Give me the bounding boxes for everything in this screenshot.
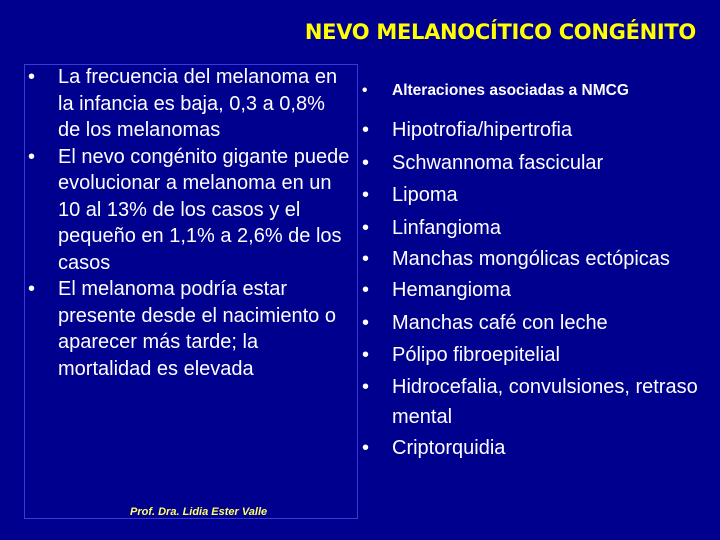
list-item-text: Linfangioma (392, 216, 501, 239)
left-bullet-list (28, 64, 350, 382)
list-item-text: El melanoma podría estar presente desde el nacimiento o aparecer más tarde; la mortalidad es elevada (58, 278, 336, 380)
list-item-text: Hipotrofia/hipertrofia (392, 119, 573, 141)
list-item-text: Lipoma (392, 184, 458, 206)
bullet-icon: • (362, 216, 370, 239)
bullet-icon: • (362, 375, 370, 398)
bullet-icon: • (28, 278, 36, 300)
slide-title: NEVO MELANOCÍTICO CONGÉNITO (304, 20, 696, 44)
list-item (28, 276, 350, 382)
right-list-heading (362, 82, 629, 100)
list-item-text: Hemangioma (392, 279, 511, 301)
list-item-text: La frecuencia del melanoma en la infancia es baja, 0,3 a 0,8% de los melanomas (58, 66, 338, 141)
list-item (362, 307, 712, 340)
bullet-icon: • (362, 344, 370, 366)
bullet-icon: • (362, 184, 370, 206)
list-item (362, 147, 712, 180)
list-item (362, 212, 712, 245)
list-item-text: Pólipo fibroepitelial (392, 344, 560, 366)
list-item (362, 114, 712, 147)
list-item-text: El nevo congénito gigante puede evolucionar a melanoma en un 10 al 13% de los casos y el pequeño en 1,1% a 2,6% de los casos (58, 145, 350, 274)
bullet-icon: • (28, 145, 36, 168)
heading-text: Alteraciones asociadas a NMCG (392, 82, 629, 99)
author-footer: Prof. Dra. Lidia Ester Valle (130, 506, 268, 518)
list-item-text: Manchas mongólicas ectópicas (392, 248, 670, 270)
list-item (362, 372, 712, 432)
list-item (362, 179, 712, 212)
list-item-text: Criptorquidia (392, 436, 506, 459)
list-item (362, 244, 712, 274)
bullet-icon: • (362, 119, 370, 141)
bullet-icon: • (362, 248, 370, 270)
list-item-text: Schwannoma fascicular (392, 151, 604, 174)
list-item (362, 274, 712, 307)
bullet-icon: • (362, 311, 370, 334)
list-item-text: Manchas café con leche (392, 311, 608, 334)
list-item (362, 432, 712, 465)
bullet-icon: • (362, 82, 368, 99)
list-item (28, 64, 350, 144)
right-bullet-list (362, 114, 712, 464)
bullet-icon: • (362, 151, 370, 174)
list-item-text: Hidrocefalia, convulsiones, retraso mental (392, 375, 698, 428)
bullet-icon: • (362, 436, 370, 459)
list-item (28, 144, 350, 277)
bullet-icon: • (362, 279, 370, 301)
list-item (362, 339, 712, 372)
bullet-icon: • (28, 66, 36, 88)
